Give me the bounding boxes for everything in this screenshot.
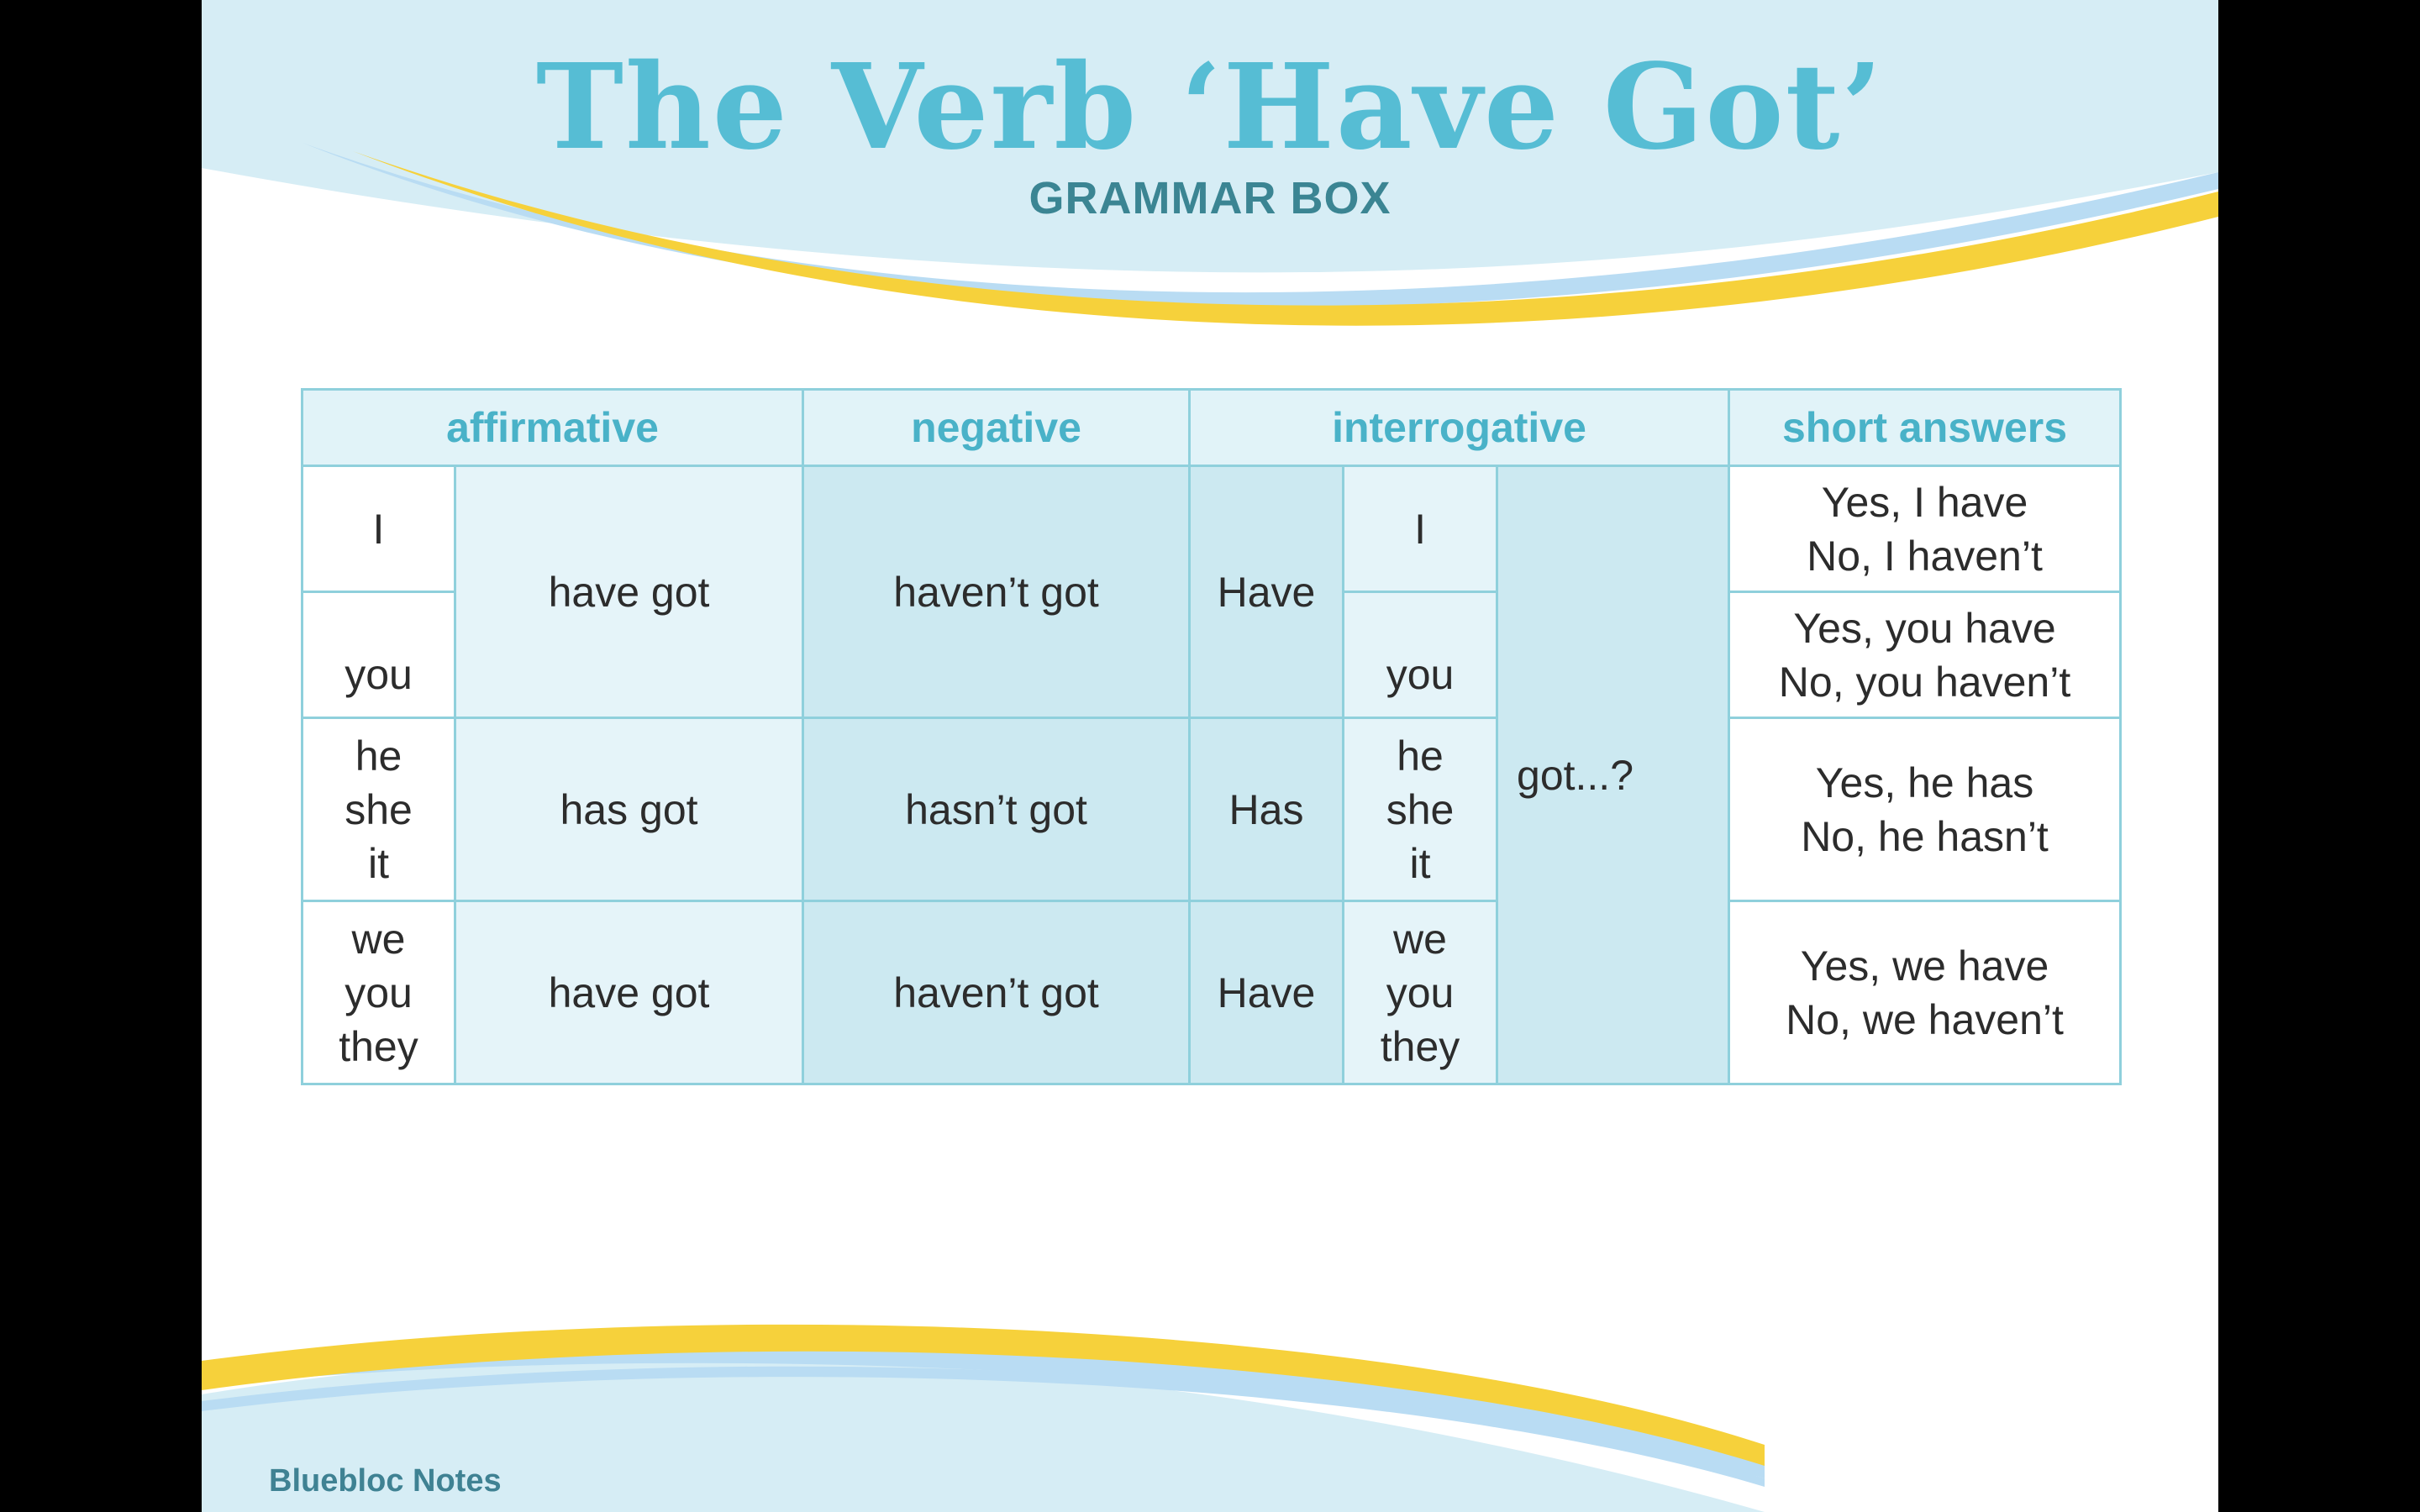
- short-answer-cell: [1729, 466, 2121, 592]
- table-row: [302, 901, 2121, 1084]
- short-answer-yes: Yes, we have: [1800, 942, 2049, 990]
- subject-word: we: [1393, 915, 1447, 963]
- subject-cell: [302, 901, 455, 1084]
- header-negative: negative: [803, 390, 1190, 466]
- subject-word: we: [351, 915, 406, 963]
- subject-word: she: [345, 785, 413, 833]
- short-answer-cell: [1729, 718, 2121, 901]
- subject-word: it: [1409, 839, 1431, 887]
- subject-word: it: [368, 839, 389, 887]
- short-answer-cell: [1729, 901, 2121, 1084]
- short-answer-no: No, he hasn’t: [1801, 812, 2049, 860]
- subject-cell: I: [302, 466, 455, 592]
- header-affirmative: affirmative: [302, 390, 803, 466]
- short-answer-yes: Yes, I have: [1821, 478, 2028, 526]
- subject-word: you: [345, 969, 413, 1016]
- affirmative-cell: has got: [455, 718, 803, 901]
- aux-cell: Have: [1190, 901, 1344, 1084]
- short-answer-yes: Yes, you have: [1793, 604, 2056, 652]
- short-answer-no: No, we haven’t: [1786, 995, 2064, 1043]
- header-interrogative: interrogative: [1190, 390, 1729, 466]
- negative-cell: hasn’t got: [803, 718, 1190, 901]
- affirmative-cell: have got: [455, 466, 803, 718]
- footer-brand: Bluebloc Notes: [269, 1463, 502, 1499]
- question-subject-cell: [1344, 901, 1497, 1084]
- grammar-table: [301, 388, 2122, 1085]
- table-row: [302, 718, 2121, 901]
- slide: [202, 0, 2218, 1512]
- subject-word: he: [355, 732, 402, 780]
- subject-cell: you: [302, 592, 455, 718]
- negative-cell: haven’t got: [803, 466, 1190, 718]
- page-title: The Verb ‘Have Got’: [535, 39, 1885, 176]
- short-answer-no: No, I haven’t: [1807, 532, 2043, 580]
- question-subject-cell: [1344, 718, 1497, 901]
- short-answer-cell: [1729, 592, 2121, 718]
- table-row: [302, 466, 2121, 592]
- affirmative-cell: have got: [455, 901, 803, 1084]
- question-subject-cell: I: [1344, 466, 1497, 592]
- header-short-answers: short answers: [1729, 390, 2121, 466]
- got-question-cell: got...?: [1497, 466, 1729, 1084]
- header-row: [302, 390, 2121, 466]
- short-answer-yes: Yes, he has: [1815, 759, 2034, 806]
- aux-cell: Have: [1190, 466, 1344, 718]
- aux-cell: Has: [1190, 718, 1344, 901]
- subject-word: she: [1386, 785, 1455, 833]
- page-subtitle: GRAMMAR BOX: [1028, 173, 1392, 223]
- negative-cell: haven’t got: [803, 901, 1190, 1084]
- subject-word: you: [1386, 969, 1455, 1016]
- subject-cell: [302, 718, 455, 901]
- question-subject-cell: you: [1344, 592, 1497, 718]
- subject-word: they: [1380, 1022, 1460, 1070]
- short-answer-no: No, you haven’t: [1778, 658, 2071, 706]
- subject-word: he: [1397, 732, 1444, 780]
- subject-word: they: [339, 1022, 418, 1070]
